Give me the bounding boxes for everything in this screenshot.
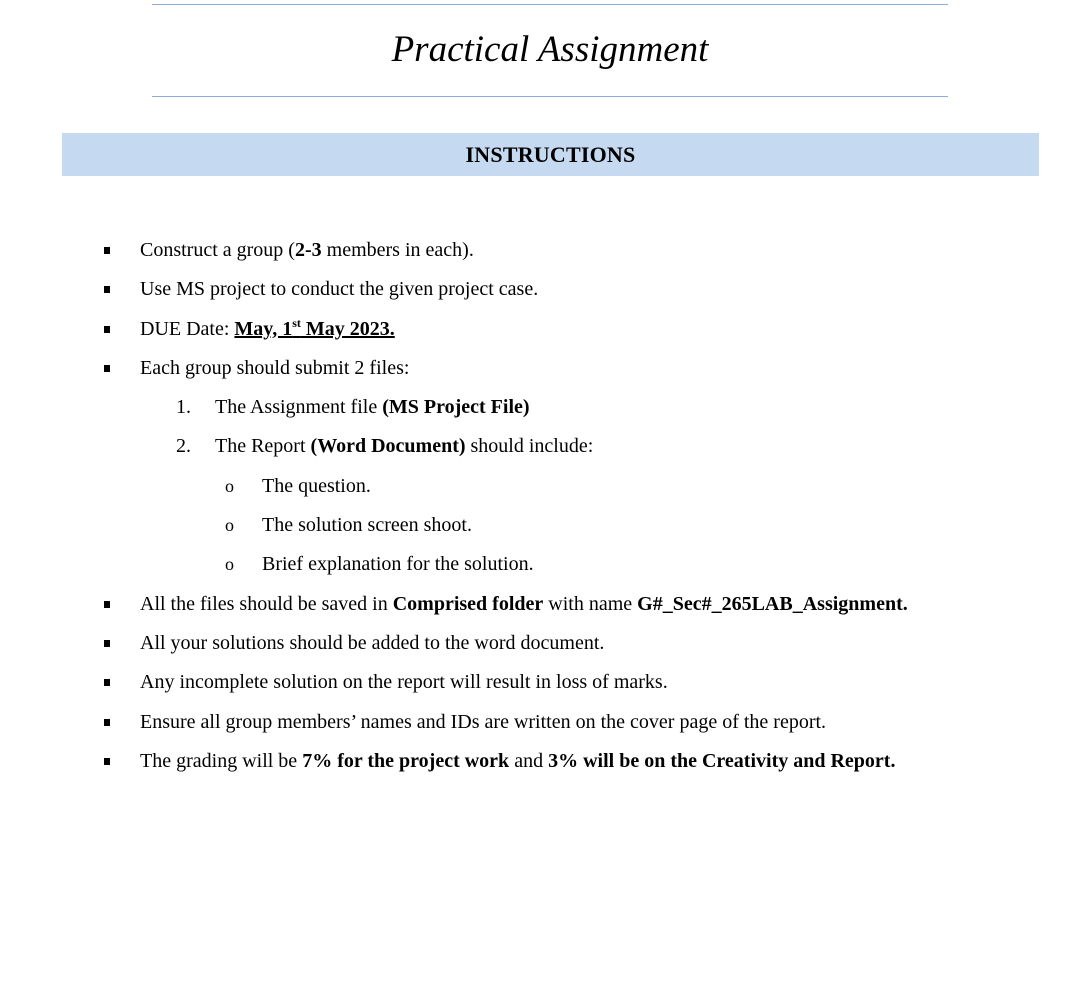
instructions-list <box>0 231 1077 781</box>
list-item-incomplete <box>0 663 1077 702</box>
list-item-text: The question. <box>262 474 371 497</box>
square-bullet-icon <box>104 601 110 608</box>
list-item-text: All the files should be saved in Comprised folder with name G#_Sec#_265LAB_Assignment. <box>140 592 908 615</box>
list-item-group <box>0 231 1077 270</box>
list-item-submit <box>0 349 1077 388</box>
list-item-due-date <box>0 310 1077 349</box>
title-top-rule <box>152 4 948 5</box>
numbered-item-report <box>0 427 1077 466</box>
section-heading: INSTRUCTIONS <box>465 141 636 167</box>
list-item-solutions <box>0 624 1077 663</box>
list-item-ms-project <box>0 270 1077 309</box>
list-number: 1. <box>176 396 191 419</box>
square-bullet-icon <box>104 286 110 293</box>
circle-bullet-icon: o <box>225 515 234 536</box>
list-item-grading <box>0 742 1077 781</box>
list-item-names <box>0 703 1077 742</box>
square-bullet-icon <box>104 640 110 647</box>
square-bullet-icon <box>104 365 110 372</box>
list-item-text: DUE Date: May, 1st May 2023. <box>140 315 395 340</box>
list-item-text: Each group should submit 2 files: <box>140 356 410 379</box>
sub-item-question <box>0 467 1077 506</box>
square-bullet-icon <box>104 679 110 686</box>
list-item-text: All your solutions should be added to the word document. <box>140 631 605 654</box>
square-bullet-icon <box>104 758 110 765</box>
list-item-text: The Assignment file (MS Project File) <box>215 396 530 419</box>
circle-bullet-icon: o <box>225 554 234 575</box>
list-item-text: Construct a group (2-3 members in each). <box>140 239 474 261</box>
list-item-text: The Report (Word Document) should include: <box>215 435 594 458</box>
section-heading-banner <box>62 133 1039 176</box>
page-title: Practical Assignment <box>391 29 709 70</box>
square-bullet-icon <box>104 326 110 333</box>
due-date-value: May, 1st May 2023. <box>234 315 395 340</box>
list-item-text: Use MS project to conduct the given project case. <box>140 278 539 301</box>
square-bullet-icon <box>104 247 110 254</box>
list-item-text: The grading will be 7% for the project work and 3% will be on the Creativity and Report. <box>140 749 896 772</box>
list-item-text: Brief explanation for the solution. <box>262 553 534 576</box>
list-item-text: Any incomplete solution on the report will result in loss of marks. <box>140 671 668 694</box>
list-item-text: Ensure all group members’ names and IDs are written on the cover page of the report. <box>140 710 827 733</box>
list-item-text: The solution screen shoot. <box>262 514 472 537</box>
sub-item-explanation <box>0 545 1077 584</box>
sub-item-screenshot <box>0 506 1077 545</box>
numbered-item-assignment-file <box>0 388 1077 427</box>
list-number: 2. <box>176 435 191 458</box>
list-item-saved <box>0 585 1077 624</box>
circle-bullet-icon: o <box>225 475 234 496</box>
square-bullet-icon <box>104 719 110 726</box>
title-bottom-rule <box>152 96 948 97</box>
